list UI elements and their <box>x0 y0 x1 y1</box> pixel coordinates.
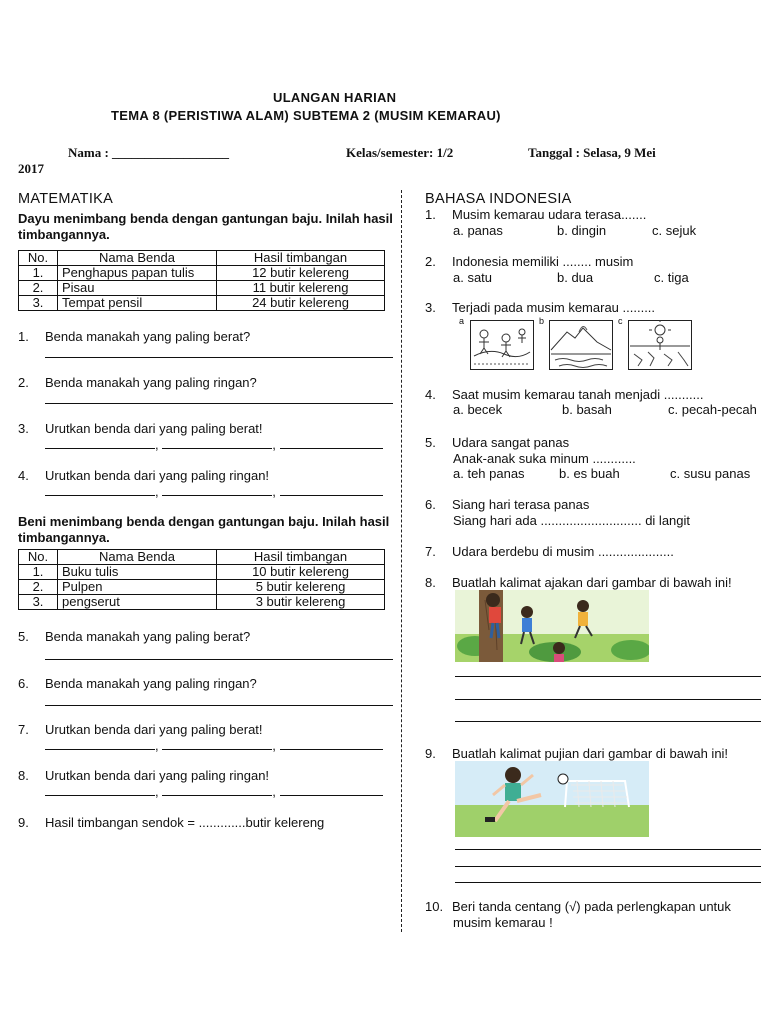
math-question-1: 1. Benda manakah yang paling berat? <box>18 329 251 344</box>
year-label: 2017 <box>18 161 44 176</box>
table-header-name: Nama Benda <box>58 251 217 266</box>
bahasa-question-4: 4. Saat musim kemarau tanah menjadi ........... <box>425 387 704 402</box>
option-a[interactable]: a. becek <box>453 402 503 417</box>
bahasa-question-3: 3. Terjadi pada musim kemarau ......... <box>425 300 656 315</box>
math-intro-2: Beni menimbang benda dengan gantungan baju. Inilah hasil timbangannya. <box>18 514 390 545</box>
option-b[interactable]: b. dua <box>557 270 594 285</box>
bahasa-question-8: 8. Buatlah kalimat ajakan dari gambar di bawah ini! <box>425 575 732 590</box>
worksheet-subtitle: TEMA 8 (PERISTIWA ALAM) SUBTEMA 2 (MUSIM KEMARAU) <box>111 108 501 123</box>
option-label-c: c <box>618 316 623 326</box>
table-row: 2. Pulpen 5 butir kelereng <box>19 580 385 595</box>
answer-line[interactable] <box>455 849 761 850</box>
table-row: 3. Tempat pensil 24 butir kelereng <box>19 296 385 311</box>
table-row: 2. Pisau 11 butir kelereng <box>19 281 385 296</box>
name-field: Nama : __________________ <box>68 145 230 160</box>
table-header-no: No. <box>19 251 58 266</box>
table-header-no: No. <box>19 550 58 565</box>
answer-line[interactable] <box>45 403 393 404</box>
option-b[interactable]: b. es buah <box>559 466 620 481</box>
bahasa-question-6: 6. Siang hari terasa panas <box>425 497 590 512</box>
children-playing-hide-and-seek-picture <box>455 590 649 662</box>
table-row: 1. Buku tulis 10 butir kelereng <box>19 565 385 580</box>
date-label: Tanggal : Selasa, 9 Mei <box>528 145 656 160</box>
math-question-5: 5. Benda manakah yang paling berat? <box>18 629 251 644</box>
bahasa-question-2: 2. Indonesia memiliki ........ musim <box>425 254 634 269</box>
option-c[interactable]: c. pecah-pecah <box>668 402 757 417</box>
column-divider <box>401 190 402 932</box>
option-c[interactable]: c. susu panas <box>670 466 751 481</box>
weight-table-2 <box>18 549 385 610</box>
answer-line[interactable] <box>45 659 393 660</box>
option-c[interactable]: c. tiga <box>654 270 689 285</box>
math-question-7: 7. Urutkan benda dari yang paling berat! <box>18 722 263 737</box>
answer-line[interactable] <box>455 882 761 883</box>
option-c[interactable]: c. sejuk <box>652 223 697 238</box>
bahasa-heading: BAHASA INDONESIA <box>425 191 572 207</box>
table-header-result: Hasil timbangan <box>217 251 385 266</box>
answer-blanks[interactable]: , , <box>45 484 383 500</box>
option-a[interactable]: a. panas <box>453 223 503 238</box>
weight-table-1 <box>18 250 385 311</box>
bahasa-question-9: 9. Buatlah kalimat pujian dari gambar di bawah ini! <box>425 746 729 761</box>
math-question-6: 6. Benda manakah yang paling ringan? <box>18 676 257 691</box>
answer-blanks[interactable]: , , <box>45 784 383 800</box>
cracked-land-picture[interactable] <box>628 320 692 370</box>
table-row: 1. Penghapus papan tulis 12 butir kelereng <box>19 266 385 281</box>
class-semester: Kelas/semester: 1/2 <box>346 145 454 160</box>
answer-line[interactable] <box>45 357 393 358</box>
bahasa-question-10: 10. Beri tanda centang (√) pada perlengkapan untuk <box>425 899 731 914</box>
math-question-2: 2. Benda manakah yang paling ringan? <box>18 375 257 390</box>
math-question-4: 4. Urutkan benda dari yang paling ringan! <box>18 468 270 483</box>
worksheet-title: ULANGAN HARIAN <box>273 90 397 105</box>
answer-blanks[interactable]: , , <box>45 437 383 453</box>
option-b[interactable]: b. dingin <box>557 223 607 238</box>
math-question-8: 8. Urutkan benda dari yang paling ringan! <box>18 768 270 783</box>
answer-line[interactable] <box>455 699 761 700</box>
child-playing-football-picture <box>455 761 649 837</box>
bahasa-question-5: 5. Udara sangat panas <box>425 435 570 450</box>
answer-blanks[interactable]: , , <box>45 738 383 754</box>
bahasa-question-5b: Anak-anak suka minum ............ <box>453 451 636 466</box>
bahasa-question-6b: Siang hari ada ............................ di langit <box>453 513 691 528</box>
math-heading: MATEMATIKA <box>18 191 114 207</box>
option-label-a: a <box>459 316 465 326</box>
math-question-3: 3. Urutkan benda dari yang paling berat! <box>18 421 263 436</box>
option-a[interactable]: a. satu <box>453 270 493 285</box>
bahasa-question-7: 7. Udara berdebu di musim ..................... <box>425 544 674 559</box>
answer-line[interactable] <box>455 676 761 677</box>
answer-line[interactable] <box>455 866 761 867</box>
option-label-b: b <box>539 316 545 326</box>
answer-line[interactable] <box>45 705 393 706</box>
playing-children-picture[interactable] <box>470 320 534 370</box>
math-intro-1: Dayu menimbang benda dengan gantungan baju. Inilah hasil timbangannya. <box>18 211 393 242</box>
table-header-result: Hasil timbangan <box>217 550 385 565</box>
option-b[interactable]: b. basah <box>562 402 612 417</box>
option-a[interactable]: a. teh panas <box>453 466 525 481</box>
volcano-picture[interactable] <box>549 320 613 370</box>
bahasa-question-10b: musim kemarau ! <box>453 915 553 930</box>
math-question-9: 9. Hasil timbangan sendok = .............butir kelereng <box>18 815 325 830</box>
bahasa-question-1: 1. Musim kemarau udara terasa....... <box>425 207 647 222</box>
answer-line[interactable] <box>455 721 761 722</box>
table-row: 3. pengserut 3 butir kelereng <box>19 595 385 610</box>
table-header-name: Nama Benda <box>58 550 217 565</box>
